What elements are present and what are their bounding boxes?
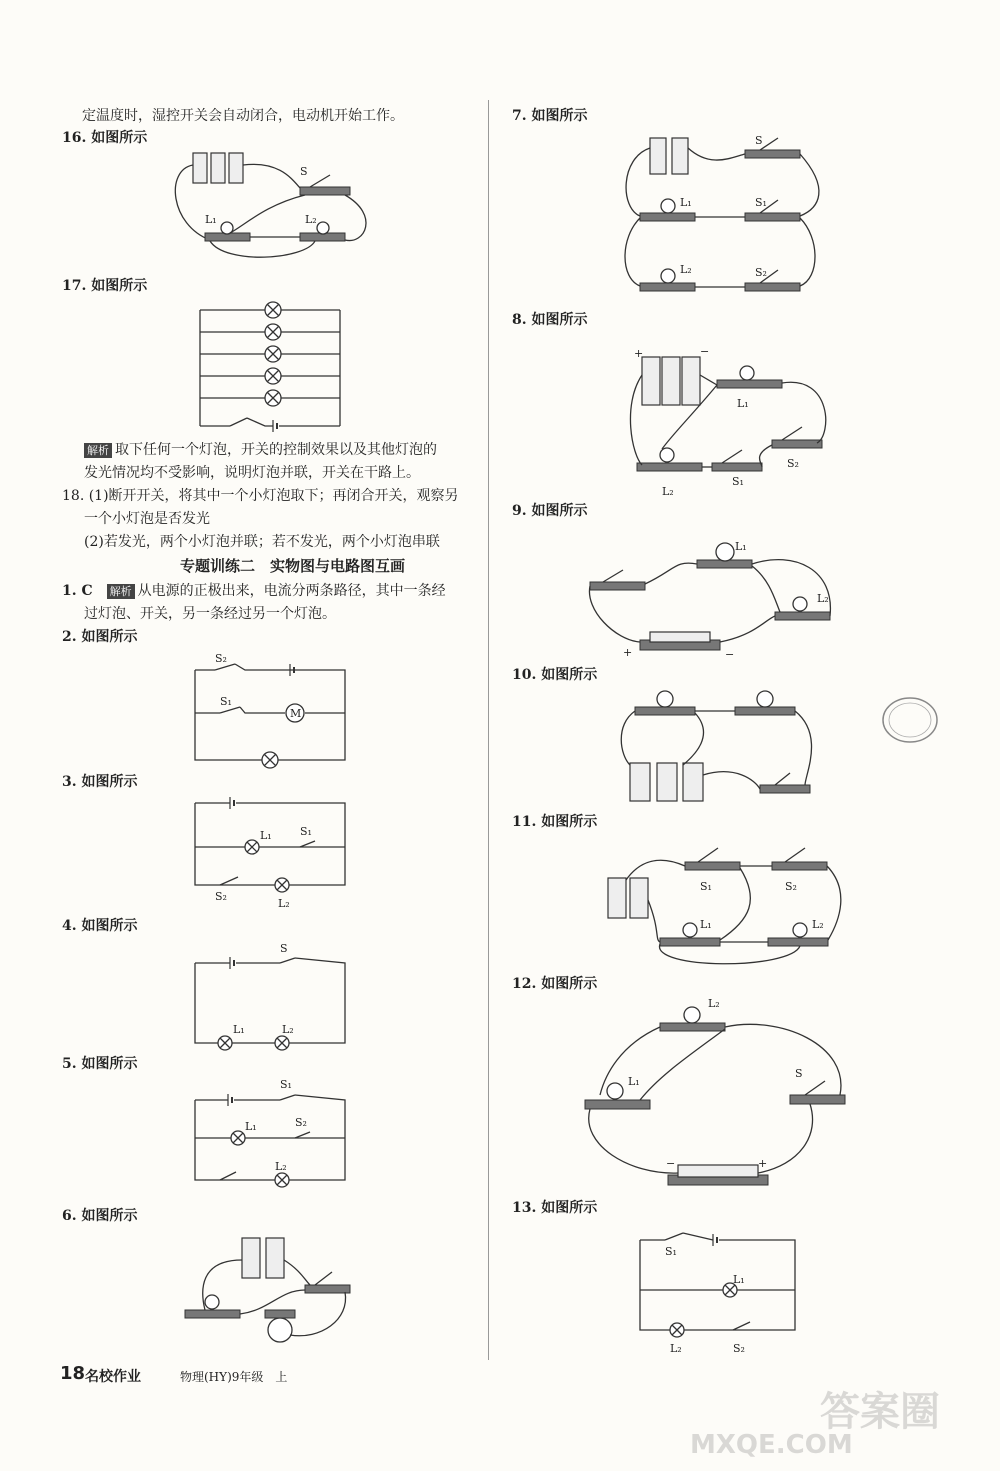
svg-text:L₁: L₁	[735, 540, 747, 553]
svg-text:+: +	[634, 347, 644, 360]
svg-text:S₂: S₂	[215, 890, 227, 903]
q12-label: 12. 如图所示	[512, 976, 598, 992]
svg-text:+: +	[623, 646, 633, 659]
svg-text:L₂: L₂	[275, 1160, 287, 1173]
q11-label: 11. 如图所示	[512, 814, 598, 830]
q7-label: 7. 如图所示	[512, 108, 588, 124]
q9-label: 9. 如图所示	[512, 503, 588, 519]
section-title: 专题训练二 实物图与电路图互画	[180, 557, 406, 575]
q8-label: 8. 如图所示	[512, 312, 588, 328]
svg-text:S₂: S₂	[295, 1116, 307, 1129]
analysis17-line1: 解析 取下任何一个灯泡，开关的控制效果以及其他灯泡的	[84, 440, 437, 460]
svg-text:S₂: S₂	[785, 880, 797, 893]
svg-text:L₂: L₂	[662, 485, 674, 498]
q1-line1: 1. C 解析 从电源的正极出来，电流分两条路径，其中一条经	[62, 583, 446, 599]
analysis17-line2: 发光情况均不受影响，说明灯泡并联，开关在干路上。	[84, 465, 420, 481]
svg-text:L₁: L₁	[205, 213, 217, 226]
svg-text:S₁: S₁	[755, 196, 767, 209]
fig2-circuit-diagram	[190, 650, 350, 765]
q13-label: 13. 如图所示	[512, 1200, 598, 1216]
svg-text:S: S	[795, 1067, 803, 1080]
footer-subject: 物理(HY)9年级 上	[180, 1370, 288, 1384]
fig7-physical-circuit	[620, 128, 830, 303]
svg-text:S: S	[280, 942, 288, 955]
svg-text:L₁: L₁	[737, 397, 749, 410]
q18-line1: 18. (1)断开开关，将其中一个小灯泡取下；再闭合开关，观察另	[62, 488, 459, 504]
fig4-circuit-diagram	[190, 938, 350, 1048]
q2-label: 2. 如图所示	[62, 629, 138, 645]
fig17-main-wire	[200, 418, 340, 426]
intro-text: 定温度时，湿控开关会自动闭合，电动机开始工作。	[82, 108, 404, 124]
svg-text:L₁: L₁	[260, 829, 272, 842]
watermark-url: MXQE.COM	[690, 1430, 853, 1460]
svg-text:S₁: S₁	[220, 695, 232, 708]
svg-text:−: −	[725, 648, 735, 661]
svg-text:L₁: L₁	[628, 1075, 640, 1088]
fig8-physical-circuit	[632, 345, 832, 498]
svg-text:L₂: L₂	[817, 592, 829, 605]
svg-text:L₁: L₁	[680, 196, 692, 209]
fig11-physical-circuit	[600, 840, 840, 975]
svg-text:S₂: S₂	[787, 457, 799, 470]
q16-label: 16. 如图所示	[62, 130, 148, 146]
fig3-circuit-diagram	[190, 795, 350, 910]
svg-text:L₁: L₁	[233, 1023, 245, 1036]
q1-line2: 过灯泡、开关，另一条经过另一个灯泡。	[84, 606, 336, 622]
svg-text:M: M	[290, 707, 302, 720]
stamp-seal	[880, 695, 940, 745]
fig5-circuit-diagram	[190, 1080, 350, 1190]
svg-text:L₁: L₁	[245, 1120, 257, 1133]
svg-text:S: S	[755, 134, 763, 147]
column-divider	[488, 100, 489, 1360]
svg-text:L₂: L₂	[812, 918, 824, 931]
analysis-tag: 解析	[84, 443, 112, 458]
svg-text:L₂: L₂	[708, 997, 720, 1010]
fig12-physical-circuit	[580, 995, 860, 1195]
svg-text:S₁: S₁	[665, 1245, 677, 1258]
q10-label: 10. 如图所示	[512, 667, 598, 683]
q17-label: 17. 如图所示	[62, 278, 148, 294]
fig16-physical-circuit	[165, 145, 385, 270]
svg-text:S₁: S₁	[300, 825, 312, 838]
svg-text:L₁: L₁	[700, 918, 712, 931]
svg-text:S₂: S₂	[733, 1342, 745, 1355]
svg-text:S₂: S₂	[215, 652, 227, 665]
svg-text:S₂: S₂	[755, 266, 767, 279]
svg-text:L₂: L₂	[305, 213, 317, 226]
q6-label: 6. 如图所示	[62, 1208, 138, 1224]
svg-text:L₂: L₂	[282, 1023, 294, 1036]
fig6-physical-circuit	[180, 1230, 360, 1355]
fig13-circuit-diagram	[635, 1225, 805, 1360]
svg-text:L₂: L₂	[670, 1342, 682, 1355]
fig9-physical-circuit	[585, 530, 865, 660]
fig10-physical-circuit	[615, 685, 815, 810]
watermark-logo: 答案圈	[820, 1389, 940, 1435]
q3-label: 3. 如图所示	[62, 774, 138, 790]
q18-line2: 一个小灯泡是否发光	[84, 511, 210, 527]
fig17-parallel-circuit	[195, 298, 345, 438]
svg-text:S₁: S₁	[732, 475, 744, 488]
svg-text:−: −	[666, 1157, 676, 1170]
fig17-switch	[230, 418, 247, 426]
svg-text:L₁: L₁	[733, 1273, 745, 1286]
svg-text:L₂: L₂	[278, 897, 290, 910]
q4-label: 4. 如图所示	[62, 918, 138, 934]
svg-text:S₁: S₁	[280, 1078, 292, 1091]
svg-text:+: +	[758, 1157, 768, 1170]
svg-text:S₁: S₁	[700, 880, 712, 893]
footer-brand: 名校作业	[85, 1369, 141, 1385]
page-number: 18	[60, 1363, 86, 1384]
q5-label: 5. 如图所示	[62, 1056, 138, 1072]
svg-text:−: −	[700, 345, 710, 358]
svg-text:L₂: L₂	[680, 263, 692, 276]
q18-line3: (2)若发光，两个小灯泡并联；若不发光，两个小灯泡串联	[84, 534, 440, 550]
svg-text:S: S	[300, 165, 308, 178]
